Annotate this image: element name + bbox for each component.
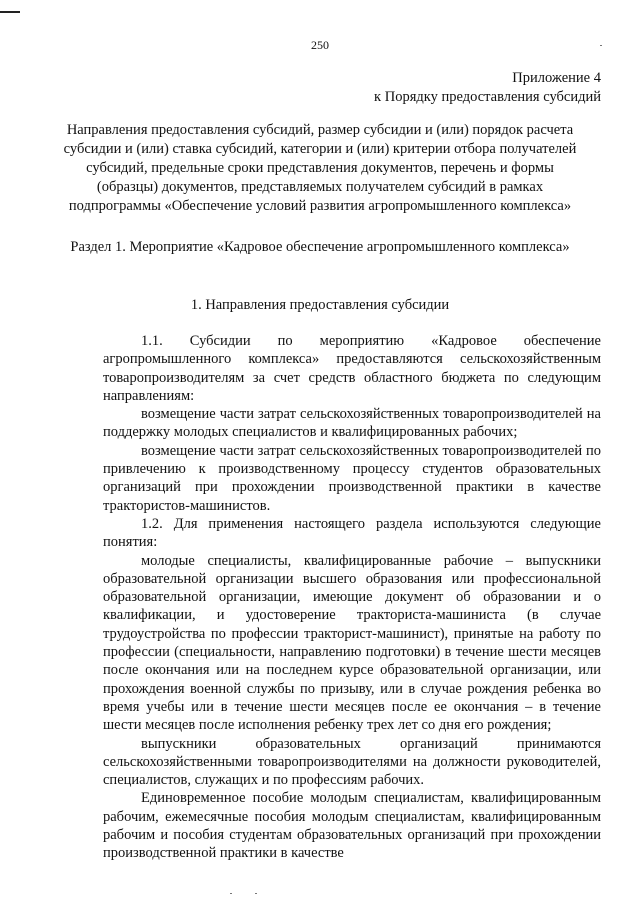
paragraph: 1.2. Для применения настоящего раздела используются следующие понятия: (103, 515, 601, 551)
paragraph: возмещение части затрат сельскохозяйственных товаропроизводителей по привлечению к производственному процессу студентов образовательных организаций при прохождении производственной практики в качестве трактористов-машинистов. (103, 442, 601, 514)
scan-speck (255, 893, 257, 894)
subsection-heading: 1. Направления предоставления субсидии (190, 297, 450, 313)
appendix-number: Приложение 4 (512, 70, 601, 86)
paragraph: возмещение части затрат сельскохозяйственных товаропроизводителей на поддержку молодых специалистов и квалифицированных рабочих; (103, 406, 601, 441)
appendix-reference: к Порядку предоставления субсидий (374, 89, 601, 105)
scan-edge-mark (0, 11, 20, 13)
paragraph: выпускники образовательных организаций принимаются сельскохозяйственными товаропроизводителями на должности руководителей, специалистов, служащих и по профессиям рабочих. (103, 735, 601, 789)
scan-speck (230, 893, 232, 894)
scan-speck (600, 45, 602, 46)
paragraph: молодые специалисты, квалифицированные рабочие – выпускники образовательной организации высшего образования или профессиональной образовательной организации, имеющие документ об образовании и о квалификации, и удостоверение тракториста-машиниста (в случае трудоустройства по профессии тракторист-машинист), принятые на работу по профессии (специальности, направлению подготовки) в течение шести месяцев после окончания или на последнем курсе образовательной организации, или прохождения военной службы по призыву, или в случае рождения ребенка во время учебы или в течение шести месяцев после ее окончания – в течение шести месяцев после исполнения ребенку трех лет со дня его рождения; (103, 552, 601, 734)
appendix-header (374, 69, 601, 107)
section-heading: Раздел 1. Мероприятие «Кадровое обеспечение агропромышленного комплекса» (70, 239, 570, 255)
paragraph: 1.1. Субсидии по мероприятию «Кадровое обеспечение агропромышленного комплекса» предоставляются сельскохозяйственным товаропроизводителям за счет средств областного бюджета по следующим направлениям: (103, 333, 601, 404)
paragraph: Единовременное пособие молодым специалистам, квалифицированным рабочим, ежемесячные пособия молодым специалистам, квалифицированным рабочим и пособия студентам образовательных организаций при прохождении производственной практики в качестве (103, 790, 601, 862)
document-body (103, 332, 601, 863)
page-number: 250 (311, 38, 329, 52)
document-title: Направления предоставления субсидий, размер субсидии и (или) порядок расчета субсидии и (или) ставка субсидий, категории и (или) критерии отбора получателей субсидий, предельные сроки представления документов, перечень и формы (образцы) документов, представляемых получателем субсидий в рамках подпрограммы «Обеспечение условий развития агропромышленного комплекса» (63, 122, 577, 214)
